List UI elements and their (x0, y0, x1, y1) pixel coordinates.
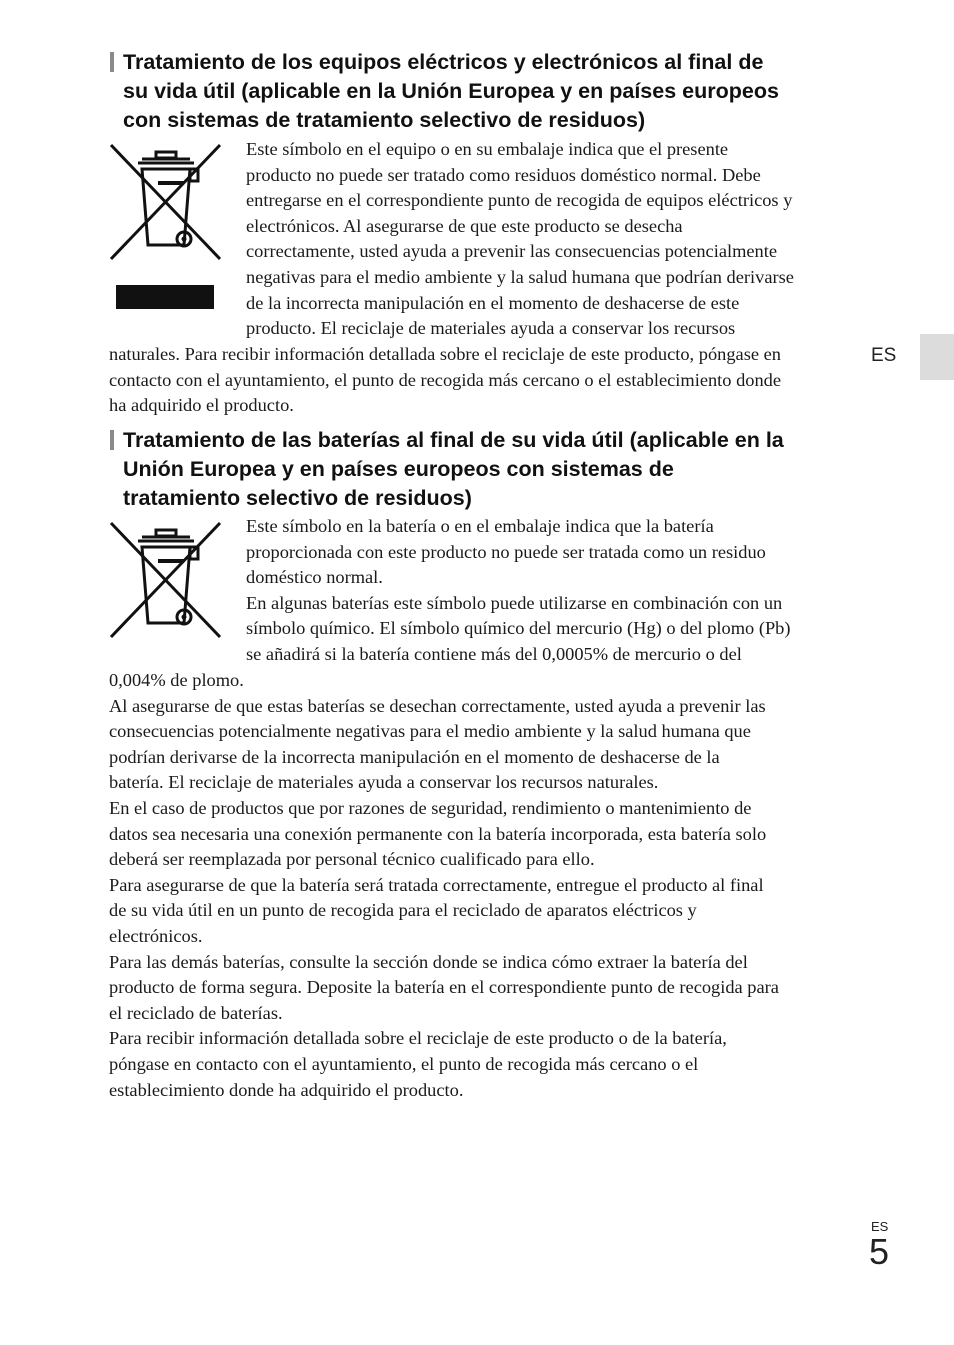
footer-language: ES (871, 1219, 889, 1234)
section-2-body: 0,004% de plomo. Al asegurarse de que estas baterías se desechan correctamente, usted ayuda a prevenir las consecuencias potencialmente negativas para el medio ambiente y la salud humana que podrían derivarse de la incorrecta manipulación en el momento de deshacerse de la batería. El reciclaje de materiales ayuda a conservar los recursos naturales. En el caso de productos que por razones de seguridad, rendimiento o mantenimiento de datos sea necesaria una conexión permanente con la batería incorporada, esta batería solo deberá ser reemplazada por personal técnico cualificado para ello. Para asegurarse de que la batería será tratada correctamente, entregue el producto al final de su vida útil en un punto de recogida para el reciclado de aparatos eléctricos y electrónicos. Para las demás baterías, consulte la sección donde se indica cómo extraer la batería del producto de forma segura. Deposite la batería en el correspondiente punto de recogida para el reciclado de baterías. Para recibir información detallada sobre el reciclaje de este producto o de la batería, póngase en contacto con el ayuntamiento, el punto de recogida más cercano o el establecimiento donde ha adquirido el producto. (109, 670, 779, 1100)
section-1-heading: Tratamiento de los equipos eléctricos y electrónicos al final de su vida útil (aplicable en la Unión Europea y en países europeos con sistemas de tratamiento selectivo de residuos) (110, 48, 870, 135)
heading-marker (110, 52, 114, 72)
page-number: 5 (869, 1231, 890, 1272)
crossed-out-wheelie-bin-icon (108, 141, 224, 311)
section-1-body-beside-icon: Este símbolo en el equipo o en su embalaje indica que el presente producto no puede ser tratado como residuos doméstico normal. Debe entregarse en el correspondiente punto de recogida de equipos eléctricos y electrónicos. Al asegurarse de que este producto se desecha correctamente, usted ayuda a prevenir las consecuencias potencialmente negativas para el medio ambiente y la salud humana que podrían derivarse de la incorrecta manipulación en el momento de deshacerse de este producto. El reciclaje de materiales ayuda a conservar los recursos (246, 139, 794, 339)
heading-marker (110, 430, 114, 450)
language-side-label: ES (871, 345, 897, 366)
language-side-tab (920, 334, 954, 380)
black-bar (116, 285, 214, 309)
section-2-heading: Tratamiento de las baterías al final de su vida útil (aplicable en la Unión Europea y en países europeos con sistemas de tratamiento selectivo de residuos) (110, 426, 870, 513)
crossed-out-wheelie-bin-icon (108, 519, 224, 643)
section-1-body: naturales. Para recibir información detallada sobre el reciclaje de este producto, póngase en contacto con el ayuntamiento, el punto de recogida más cercano o el establecimiento donde ha adquirido el producto. (109, 344, 782, 416)
section-2-body-beside-icon: Este símbolo en la batería o en el embalaje indica que la batería proporcionada con este producto no puede ser tratada como un residuo doméstico normal. En algunas baterías este símbolo puede utilizarse en combinación con un símbolo químico. El símbolo químico del mercurio (Hg) o del plomo (Pb) se añadirá si la batería contiene más del 0,0005% de mercurio o del (246, 516, 791, 664)
